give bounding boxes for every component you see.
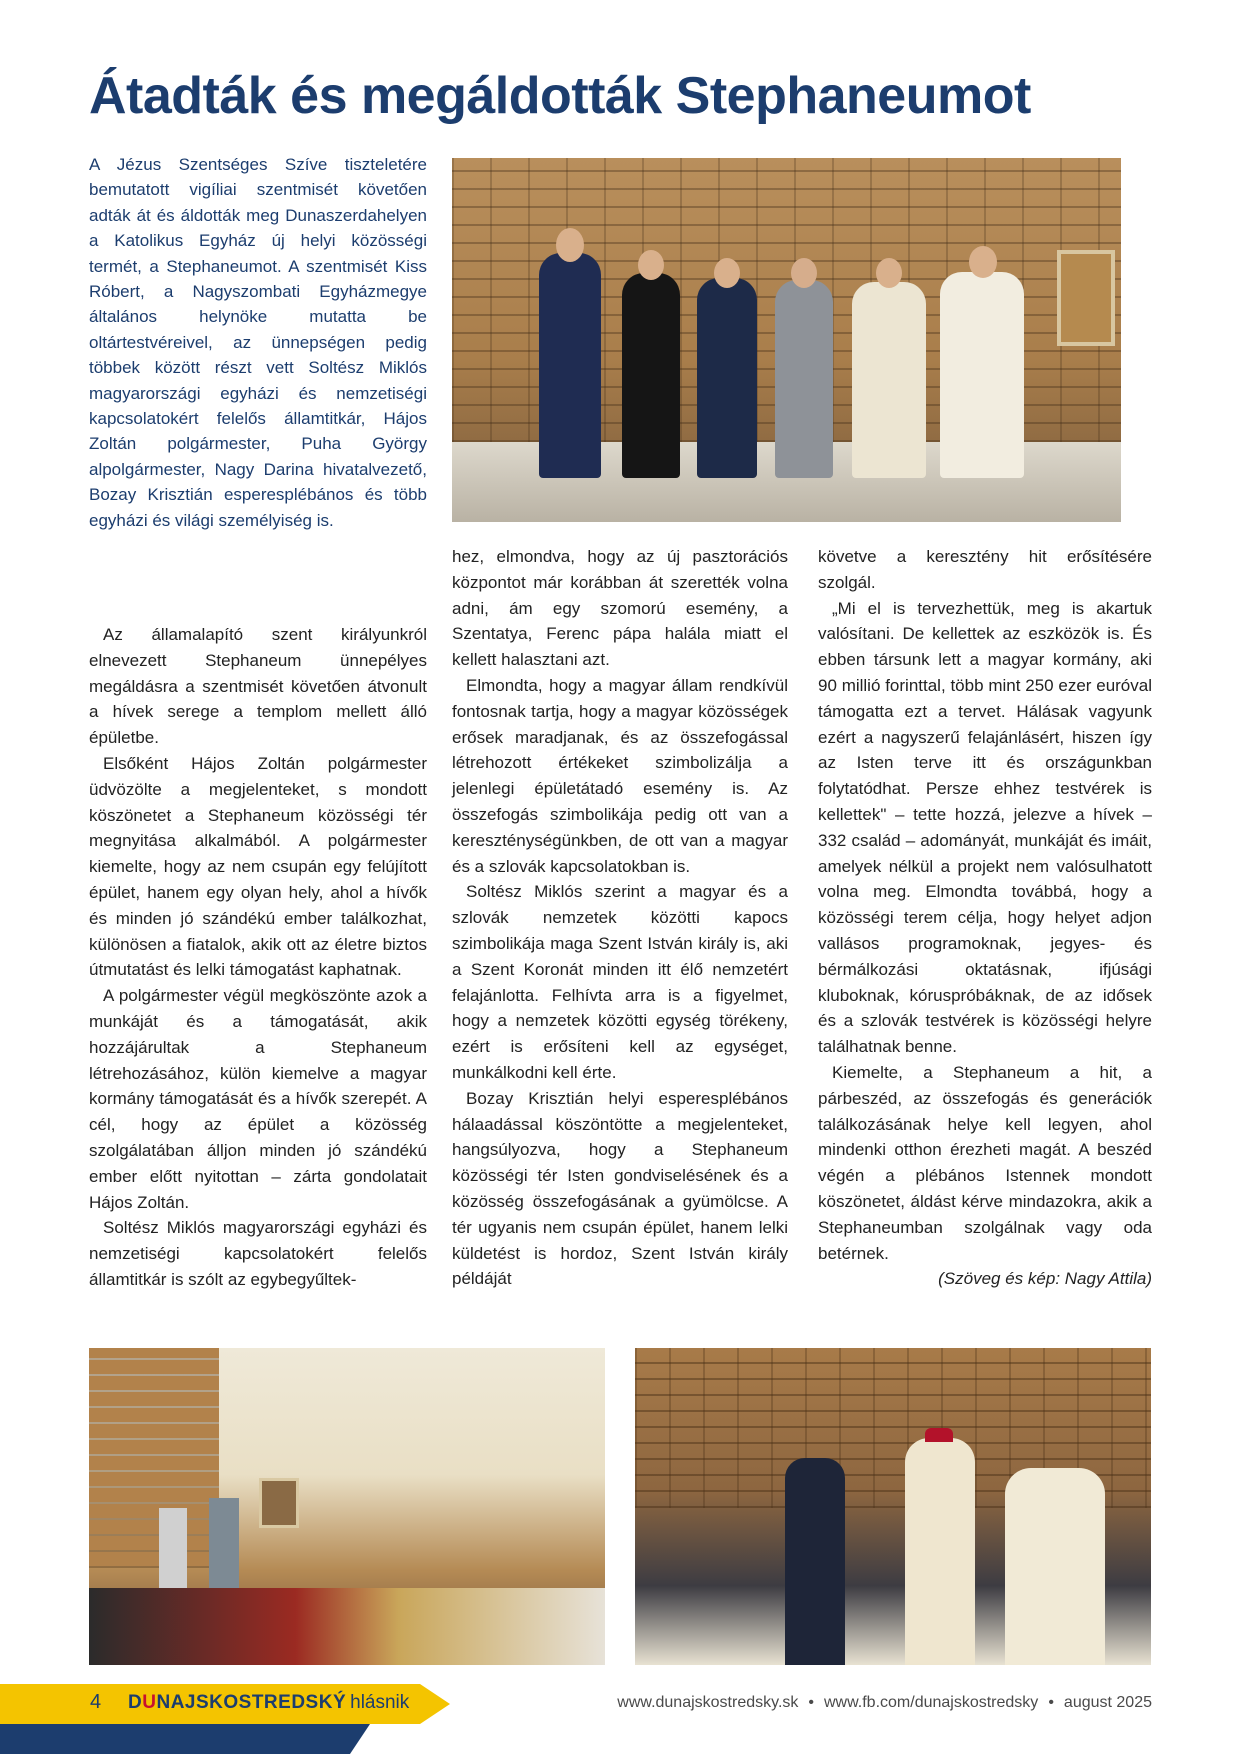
page-title: Átadták és megáldották Stephaneumot (89, 67, 1031, 125)
logo-text: NAJSKOSTREDSKÝ (156, 1692, 347, 1713)
person-head (969, 246, 997, 278)
person-head (791, 258, 817, 288)
person-head (876, 258, 902, 288)
person (209, 1498, 239, 1588)
person (539, 253, 601, 478)
article-column-3 (818, 544, 1152, 1292)
group-photo (452, 158, 1121, 522)
person-head (556, 228, 584, 262)
page-number: 4 (90, 1691, 102, 1713)
ceremony-photo-blessing (635, 1348, 1151, 1665)
person (852, 282, 926, 478)
person-head (714, 258, 740, 288)
issue-date: august 2025 (1063, 1694, 1152, 1711)
footer-links (617, 1694, 1152, 1712)
paragraph: Soltész Miklós szerint a magyar és a szlovák nemzetek közötti kapocs szimbolikája maga Szent István király is, aki a Szent Koronát minden itt élő nemzetért felajánlotta. Felhívta arra is a figyelmet, hogy a nemzetek közötti egység törékeny, ezért is erősíteni kell az egységet, munkálkodni kell érte. (452, 882, 788, 1082)
article-column-1 (89, 622, 427, 1293)
person-head (638, 250, 664, 280)
separator: • (808, 1694, 814, 1711)
paragraph: hez, elmondva, hogy az új pasztorációs központot már korábban át szerették volna adni, ám egy szomorú esemény, a Szentatya, Ferenc pápa halála miatt el kellett halasztani azt. (452, 547, 788, 670)
paragraph: Elsőként Hájos Zoltán polgármester üdvözölte a megjelenteket, s mondott köszönetet a Stephaneum közösségi tér megnyitása alkalmából. A polgármester kiemelte, hogy az nem csupán egy felújított épület, hanem egy olyan hely, ahol a hívők és minden jó szándékú ember találkozhat, különösen a fiatalok, akik ott az életre biztos útmutatást és lelki támogatást kaphatnak. (89, 753, 427, 980)
paragraph: Soltész Miklós magyarországi egyházi és nemzetiségi kapcsolatokért felelős államtitkár is szólt az egybegyűltek- (89, 1218, 427, 1289)
person (697, 278, 757, 478)
person (905, 1438, 975, 1665)
person (785, 1458, 845, 1665)
website-link[interactable]: www.dunajskostredsky.sk (617, 1694, 799, 1711)
paragraph: Az államalapító szent királyunkról elnevezett Stephaneum ünnepélyes megáldásra a szentmisét követően átvonult a hívek serege a templom mellett álló épületbe. (89, 625, 427, 748)
person (159, 1508, 187, 1588)
painting (1057, 250, 1115, 346)
paragraph: Kiemelte, a Stephaneum a hit, a párbeszéd, az összefogás és generációk találkozásának helye kell legyen, ahol mindenki otthon érezheti magát. A beszéd végén a plébános Istennek mondott köszönetet, áldást kérve mindazokra, akik a Stephaneumban szolgálnak vagy oda betérnek. (818, 1062, 1152, 1263)
paragraph: Bozay Krisztián helyi esperesplébános hálaadással köszöntötte a megjelenteket, hangsúlyozva, hogy a Stephaneum közösségi tér Isten gondviselésének és a közösség összefogásának a gyümölcse. A tér ugyanis nem csupán épület, hanem lelki küldetést is hordoz, Szent István király példáját (452, 1088, 788, 1289)
logo-accent: U (142, 1692, 157, 1713)
facebook-link[interactable]: www.fb.com/dunajskostredsky (824, 1694, 1039, 1711)
separator: • (1048, 1694, 1054, 1711)
audience (89, 1588, 605, 1665)
article-column-2 (452, 544, 788, 1292)
paragraph: Elmondta, hogy a magyar állam rendkívül fontosnak tartja, hogy a magyar közösségek erősek maradjanak, és az összefogással létrehozott értékeket szimbolizálja a jelenlegi épületátadó esemény is. Az összefogás szimbolikája pedig ott van a kereszténységünkben, de ott van a magyar és a szlovák kapcsolatokban is. (452, 675, 788, 876)
person (940, 272, 1024, 478)
brick-wall (89, 1348, 219, 1568)
person (622, 273, 680, 478)
publication-logo (128, 1692, 409, 1714)
photo-credit: (Szöveg és kép: Nagy Attila) (938, 1269, 1152, 1289)
paragraph: követve a keresztény hit erősítésére szolgál. (818, 547, 1152, 592)
person (775, 280, 833, 478)
lead-paragraph: A Jézus Szentséges Szíve tiszteletére bemutatott vigíliai szentmisét követően adták át és áldották meg Dunaszerdahelyen a Katolikus Egyház új helyi közösségi termét, a Stephaneumot. A szentmisét Kiss Róbert, a Nagyszombati Egyházmegye általános helynöke mutatta be oltártestvéreivel, az ünnepségen pedig többek között részt vett Soltész Miklós magyarországi egyházi és nemzetiségi kapcsolatokért felelős államtitkár, Hájos Zoltán polgármester, Puha György alpolgármester, Nagy Darina hivatalvezető, Bozay Krisztián esperesplébános és több egyházi és világi személyiség is. (89, 155, 427, 530)
painting (259, 1478, 299, 1528)
logo-text: D (128, 1692, 143, 1713)
person (1005, 1468, 1105, 1665)
zucchetto (925, 1428, 953, 1442)
logo-subtitle: hlásnik (350, 1692, 410, 1713)
paragraph: A polgármester végül megköszönte azok a munkáját és a támogatását, akik hozzájárultak a Stephaneum létrehozásához, külön kiemelve a magyar kormány támogatását és a hívők szerepét. A cél, hogy az épület a közösség szolgálatában álljon minden jó szándékú ember előtt nyitottan – zárta gondolatait Hájos Zoltán. (89, 986, 427, 1212)
paragraph: „Mi el is tervezhettük, meg is akartuk valósítani. De kellettek az eszközök is. És ebben társunk lett a magyar kormány, aki 90 millió forinttal, több mint 250 ezer euróval támogatta ezt a tervet. Hálásak vagyunk ezért a nagyszerű felajánlásért, hiszen így az Isten terve itt és országunkban folytatódhat. Persze ehhez testvérek is kellettek" – tette hozzá, jelezve a hívek – 332 család – adományát, munkáját és imáit, amelyek nélkül a projekt nem valósulhatott volna meg. Elmondta továbbá, hogy a közösségi terem célja, hogy helyet adjon vallásos programoknak, jegyes- és bérmálkozási oktatásnak, ifjúsági kluboknak, kóruspróbáknak, de az idősek és a szlovák testvérek is közösségi helyre találhatnak benne. (818, 598, 1152, 1057)
ceremony-photo-hall (89, 1348, 605, 1665)
